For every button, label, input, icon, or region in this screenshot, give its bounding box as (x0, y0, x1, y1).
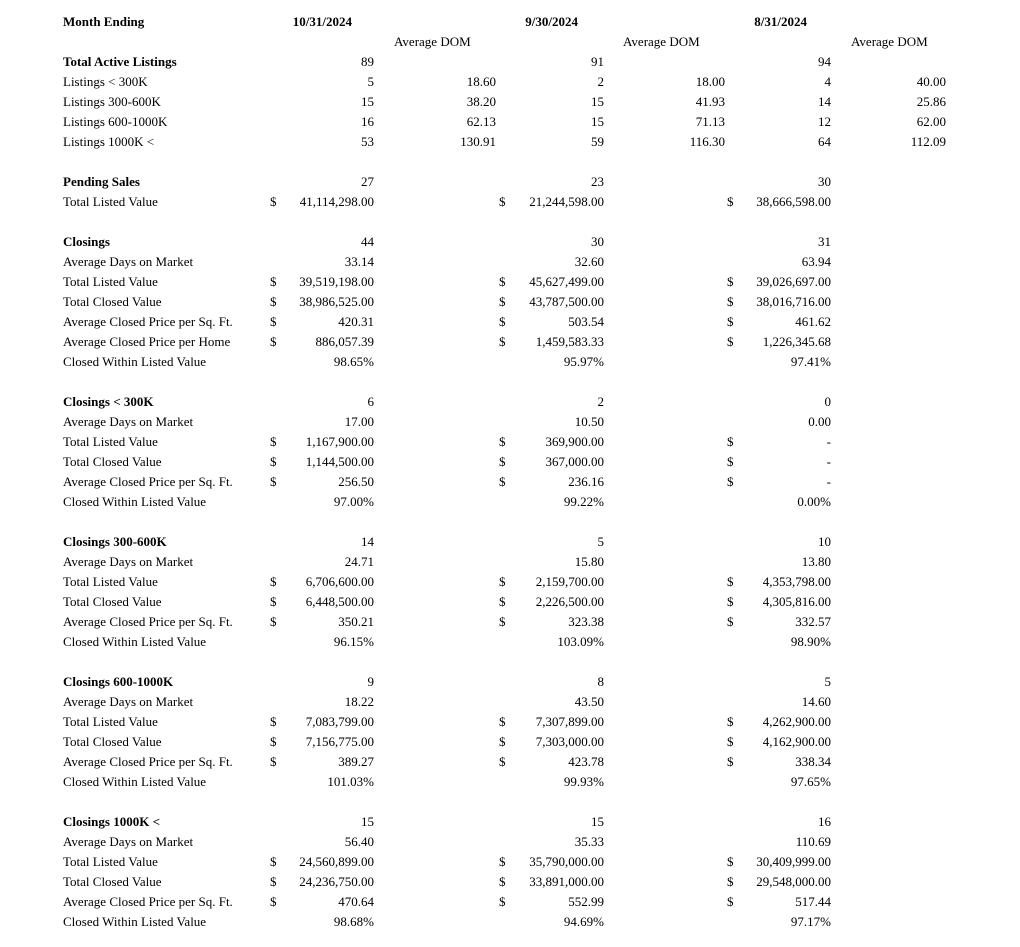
value-cell: 15.80 (574, 554, 604, 569)
value-cell: 552.99 (568, 894, 604, 909)
value-cell: 101.03% (327, 774, 374, 789)
value-cell: 30 (591, 234, 604, 249)
value-cell: 1,226,345.68 (762, 334, 831, 349)
value-cell: 14.60 (801, 694, 831, 709)
currency-symbol: $ (499, 274, 506, 289)
avg-dom-cell: 38.20 (466, 94, 496, 109)
value-cell: 517.44 (795, 894, 831, 909)
value-cell: 0.00 (808, 414, 831, 429)
value-cell: 5 (367, 74, 374, 89)
value-cell: 23 (591, 174, 604, 189)
row-label: Closed Within Listed Value (63, 914, 207, 929)
value-cell: 98.65% (333, 354, 374, 369)
row-label: Closed Within Listed Value (63, 494, 207, 509)
currency-symbol: $ (499, 454, 506, 469)
currency-symbol: $ (727, 874, 734, 889)
currency-symbol: $ (727, 594, 734, 609)
avg-dom-cell: 62.13 (466, 114, 496, 129)
avg-dom-cell: 71.13 (695, 114, 725, 129)
value-cell: 9 (367, 674, 374, 689)
value-cell: 38,016,716.00 (756, 294, 831, 309)
currency-symbol: $ (270, 574, 277, 589)
currency-symbol: $ (270, 434, 277, 449)
value-cell: 110.69 (795, 834, 831, 849)
row-label: Average Closed Price per Home (63, 334, 231, 349)
row-label: Total Listed Value (63, 194, 158, 209)
value-cell: 350.21 (338, 614, 374, 629)
value-cell: 503.54 (568, 314, 604, 329)
value-cell: 56.40 (344, 834, 374, 849)
currency-symbol: $ (727, 194, 734, 209)
value-cell: 99.93% (563, 774, 604, 789)
currency-symbol: $ (270, 474, 277, 489)
currency-symbol: $ (270, 594, 277, 609)
date-header-2: 9/30/2024 (525, 14, 578, 29)
value-cell: 91 (591, 54, 604, 69)
currency-symbol: $ (270, 754, 277, 769)
month-ending-label: Month Ending (63, 14, 145, 29)
row-label: Total Listed Value (63, 274, 158, 289)
value-cell: 39,026,697.00 (756, 274, 831, 289)
row-label: Average Days on Market (63, 694, 194, 709)
value-cell: 97.00% (333, 494, 374, 509)
value-cell: 15 (591, 814, 604, 829)
value-cell: 98.68% (333, 914, 374, 929)
value-cell: 44 (361, 234, 374, 249)
avg-dom-header-1: Average DOM (394, 34, 471, 49)
row-label: Average Days on Market (63, 414, 194, 429)
currency-symbol: $ (499, 574, 506, 589)
value-cell: 21,244,598.00 (529, 194, 604, 209)
row-label: Closed Within Listed Value (63, 774, 207, 789)
currency-symbol: $ (727, 854, 734, 869)
value-cell: 14 (361, 534, 374, 549)
currency-symbol: $ (727, 894, 734, 909)
currency-symbol: $ (499, 874, 506, 889)
row-label: Closed Within Listed Value (63, 634, 207, 649)
value-cell: 2 (597, 394, 604, 409)
value-cell: 0.00% (797, 494, 831, 509)
row-label: Total Closed Value (63, 874, 162, 889)
value-cell: - (826, 454, 831, 469)
currency-symbol: $ (499, 474, 506, 489)
value-cell: 332.57 (795, 614, 831, 629)
value-cell: 423.78 (568, 754, 604, 769)
value-cell: 389.27 (338, 754, 374, 769)
currency-symbol: $ (727, 754, 734, 769)
value-cell: 43.50 (574, 694, 604, 709)
currency-symbol: $ (727, 614, 734, 629)
currency-symbol: $ (270, 294, 277, 309)
value-cell: 2 (597, 74, 604, 89)
value-cell: 94 (818, 54, 831, 69)
avg-dom-cell: 41.93 (695, 94, 725, 109)
value-cell: 5 (597, 534, 604, 549)
value-cell: 33.14 (344, 254, 374, 269)
value-cell: 7,307,899.00 (535, 714, 604, 729)
currency-symbol: $ (270, 874, 277, 889)
value-cell: 35.33 (574, 834, 604, 849)
value-cell: 236.16 (568, 474, 604, 489)
currency-symbol: $ (499, 594, 506, 609)
currency-symbol: $ (270, 854, 277, 869)
avg-dom-cell: 62.00 (916, 114, 946, 129)
currency-symbol: $ (727, 314, 734, 329)
row-label: Listings 300-600K (63, 94, 161, 109)
currency-symbol: $ (727, 734, 734, 749)
value-cell: 5 (824, 674, 831, 689)
value-cell: 6,706,600.00 (305, 574, 374, 589)
currency-symbol: $ (270, 334, 277, 349)
avg-dom-cell: 40.00 (916, 74, 946, 89)
value-cell: 95.97% (563, 354, 604, 369)
value-cell: 4 (824, 74, 831, 89)
value-cell: 0 (824, 394, 831, 409)
row-label: Average Closed Price per Sq. Ft. (63, 894, 233, 909)
currency-symbol: $ (270, 194, 277, 209)
value-cell: 2,226,500.00 (535, 594, 604, 609)
value-cell: 38,986,525.00 (299, 294, 374, 309)
value-cell: - (826, 434, 831, 449)
section-title: Closings (63, 234, 110, 249)
value-cell: 97.41% (790, 354, 831, 369)
currency-symbol: $ (499, 734, 506, 749)
avg-dom-cell: 25.86 (916, 94, 946, 109)
value-cell: 338.34 (795, 754, 831, 769)
row-label: Total Closed Value (63, 734, 162, 749)
value-cell: - (826, 474, 831, 489)
value-cell: 16 (818, 814, 831, 829)
row-label: Total Listed Value (63, 434, 158, 449)
row-label: Listings < 300K (63, 74, 148, 89)
currency-symbol: $ (499, 754, 506, 769)
value-cell: 27 (361, 174, 374, 189)
avg-dom-cell: 112.09 (910, 134, 946, 149)
value-cell: 15 (591, 114, 604, 129)
avg-dom-cell: 18.60 (466, 74, 496, 89)
currency-symbol: $ (727, 334, 734, 349)
value-cell: 16 (361, 114, 374, 129)
value-cell: 12 (818, 114, 831, 129)
value-cell: 53 (361, 134, 374, 149)
value-cell: 30,409,999.00 (756, 854, 831, 869)
section-title: Closings 600-1000K (63, 674, 174, 689)
value-cell: 103.09% (557, 634, 604, 649)
row-label: Closed Within Listed Value (63, 354, 207, 369)
row-label: Average Closed Price per Sq. Ft. (63, 614, 233, 629)
value-cell: 43,787,500.00 (529, 294, 604, 309)
value-cell: 470.64 (338, 894, 374, 909)
currency-symbol: $ (499, 614, 506, 629)
value-cell: 367,000.00 (545, 454, 604, 469)
value-cell: 15 (591, 94, 604, 109)
row-label: Listings 1000K < (63, 134, 155, 149)
currency-symbol: $ (270, 614, 277, 629)
currency-symbol: $ (499, 334, 506, 349)
value-cell: 7,083,799.00 (305, 714, 374, 729)
value-cell: 13.80 (801, 554, 831, 569)
date-header-1: 10/31/2024 (292, 14, 352, 29)
value-cell: 35,790,000.00 (529, 854, 604, 869)
value-cell: 15 (361, 814, 374, 829)
value-cell: 256.50 (338, 474, 374, 489)
row-label: Average Days on Market (63, 254, 194, 269)
date-header-3: 8/31/2024 (754, 14, 807, 29)
value-cell: 323.38 (568, 614, 604, 629)
value-cell: 24,236,750.00 (299, 874, 374, 889)
currency-symbol: $ (727, 294, 734, 309)
currency-symbol: $ (727, 474, 734, 489)
value-cell: 4,353,798.00 (762, 574, 831, 589)
value-cell: 24,560,899.00 (299, 854, 374, 869)
currency-symbol: $ (727, 714, 734, 729)
value-cell: 4,305,816.00 (762, 594, 831, 609)
value-cell: 886,057.39 (315, 334, 374, 349)
row-label: Average Closed Price per Sq. Ft. (63, 754, 233, 769)
section-title: Closings 300-600K (63, 534, 167, 549)
value-cell: 8 (597, 674, 604, 689)
value-cell: 6 (367, 394, 374, 409)
avg-dom-cell: 130.91 (460, 134, 496, 149)
value-cell: 2,159,700.00 (535, 574, 604, 589)
value-cell: 30 (818, 174, 831, 189)
section-title: Total Active Listings (63, 54, 177, 69)
value-cell: 10 (818, 534, 831, 549)
value-cell: 41,114,298.00 (299, 194, 374, 209)
avg-dom-header-3: Average DOM (851, 34, 928, 49)
value-cell: 97.65% (790, 774, 831, 789)
currency-symbol: $ (499, 434, 506, 449)
value-cell: 24.71 (344, 554, 374, 569)
row-label: Listings 600-1000K (63, 114, 168, 129)
value-cell: 96.15% (333, 634, 374, 649)
value-cell: 7,156,775.00 (305, 734, 374, 749)
value-cell: 15 (361, 94, 374, 109)
currency-symbol: $ (727, 274, 734, 289)
row-label: Total Listed Value (63, 574, 158, 589)
avg-dom-cell: 116.30 (689, 134, 725, 149)
currency-symbol: $ (499, 714, 506, 729)
row-label: Total Listed Value (63, 854, 158, 869)
value-cell: 7,303,000.00 (535, 734, 604, 749)
value-cell: 45,627,499.00 (529, 274, 604, 289)
value-cell: 31 (818, 234, 831, 249)
value-cell: 38,666,598.00 (756, 194, 831, 209)
currency-symbol: $ (270, 314, 277, 329)
section-title: Closings < 300K (63, 394, 154, 409)
currency-symbol: $ (270, 714, 277, 729)
value-cell: 98.90% (790, 634, 831, 649)
row-label: Total Closed Value (63, 454, 162, 469)
currency-symbol: $ (499, 294, 506, 309)
value-cell: 369,900.00 (545, 434, 604, 449)
value-cell: 1,167,900.00 (305, 434, 374, 449)
value-cell: 4,162,900.00 (762, 734, 831, 749)
value-cell: 10.50 (574, 414, 604, 429)
value-cell: 33,891,000.00 (529, 874, 604, 889)
value-cell: 32.60 (574, 254, 604, 269)
row-label: Total Listed Value (63, 714, 158, 729)
value-cell: 4,262,900.00 (762, 714, 831, 729)
currency-symbol: $ (270, 454, 277, 469)
value-cell: 18.22 (344, 694, 374, 709)
value-cell: 39,519,198.00 (299, 274, 374, 289)
value-cell: 17.00 (344, 414, 374, 429)
currency-symbol: $ (499, 894, 506, 909)
value-cell: 63.94 (801, 254, 831, 269)
currency-symbol: $ (499, 314, 506, 329)
value-cell: 59 (591, 134, 604, 149)
avg-dom-cell: 18.00 (695, 74, 725, 89)
avg-dom-header-2: Average DOM (623, 34, 700, 49)
currency-symbol: $ (270, 734, 277, 749)
value-cell: 420.31 (338, 314, 374, 329)
value-cell: 461.62 (795, 314, 831, 329)
value-cell: 14 (818, 94, 831, 109)
row-label: Average Closed Price per Sq. Ft. (63, 314, 233, 329)
currency-symbol: $ (270, 274, 277, 289)
value-cell: 29,548,000.00 (756, 874, 831, 889)
section-title: Pending Sales (63, 174, 140, 189)
currency-symbol: $ (499, 854, 506, 869)
section-title: Closings 1000K < (63, 814, 160, 829)
value-cell: 1,459,583.33 (535, 334, 604, 349)
currency-symbol: $ (727, 434, 734, 449)
value-cell: 97.17% (790, 914, 831, 929)
row-label: Average Days on Market (63, 554, 194, 569)
value-cell: 64 (818, 134, 831, 149)
row-label: Average Closed Price per Sq. Ft. (63, 474, 233, 489)
row-label: Average Days on Market (63, 834, 194, 849)
value-cell: 94.69% (563, 914, 604, 929)
currency-symbol: $ (727, 574, 734, 589)
row-label: Total Closed Value (63, 594, 162, 609)
value-cell: 1,144,500.00 (305, 454, 374, 469)
row-label: Total Closed Value (63, 294, 162, 309)
value-cell: 99.22% (563, 494, 604, 509)
value-cell: 6,448,500.00 (305, 594, 374, 609)
currency-symbol: $ (499, 194, 506, 209)
currency-symbol: $ (727, 454, 734, 469)
value-cell: 89 (361, 54, 374, 69)
currency-symbol: $ (270, 894, 277, 909)
